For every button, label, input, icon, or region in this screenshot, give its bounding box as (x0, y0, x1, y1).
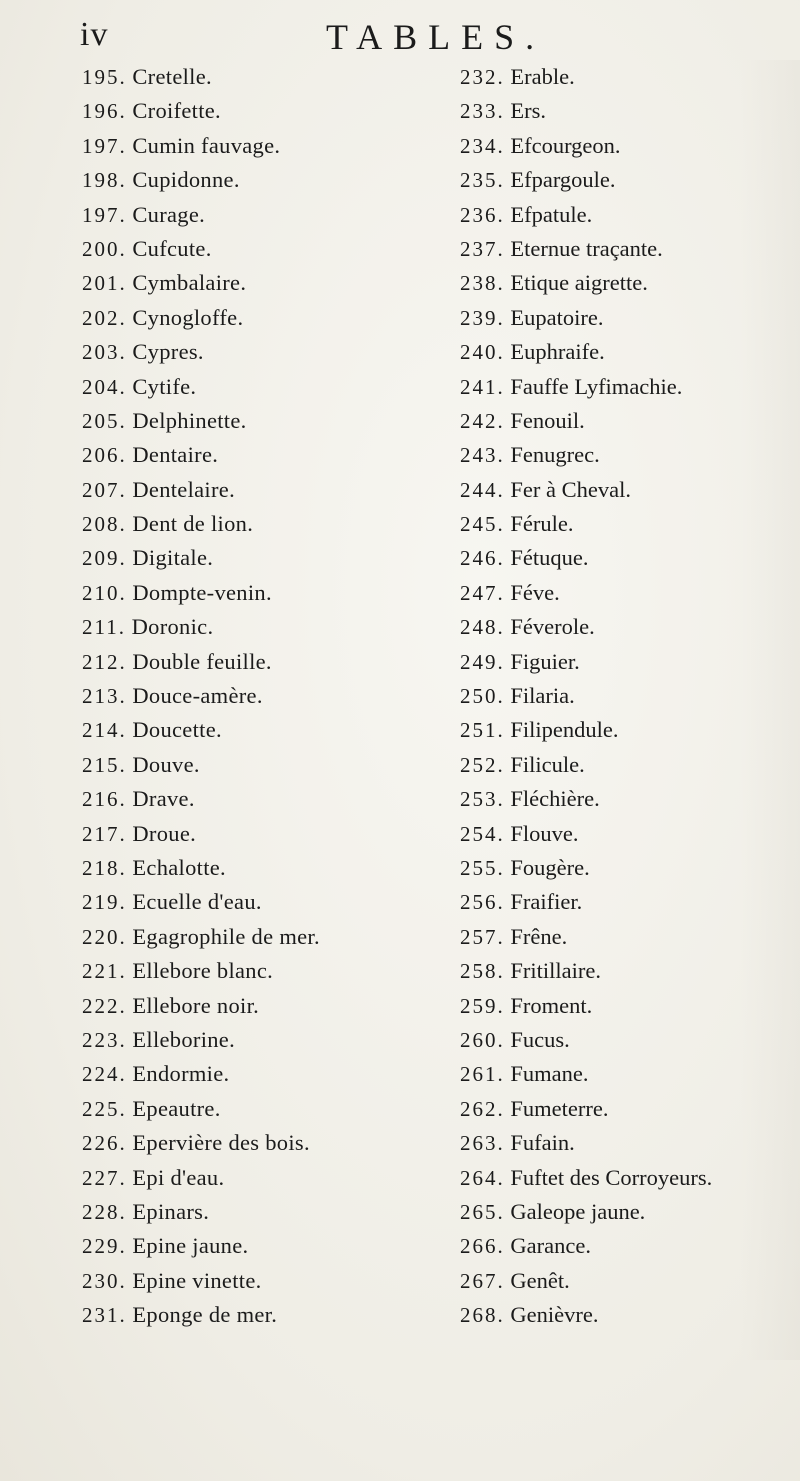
table-entry (460, 129, 800, 163)
entry-number: 255. (460, 855, 505, 880)
entry-number: 248. (460, 615, 505, 640)
table-entry (82, 60, 452, 94)
table-entry (82, 782, 452, 816)
entry-number: 202. (82, 305, 127, 330)
entry-number: 268. (460, 1303, 505, 1328)
table-entry (460, 94, 800, 128)
entry-name: Droue. (132, 820, 197, 846)
entry-number: 261. (460, 1062, 505, 1087)
entry-name: Fritillaire. (510, 958, 601, 984)
entry-name: Croifette. (132, 98, 221, 124)
entry-name: Endormie. (132, 1061, 230, 1087)
table-entry (82, 748, 452, 782)
entry-name: Echalotte. (132, 854, 226, 880)
table-entry (82, 198, 452, 232)
table-entry (460, 1023, 800, 1057)
table-entry (460, 198, 800, 232)
entry-name: Elleborine. (132, 1026, 236, 1052)
entry-number: 203. (82, 340, 127, 365)
table-entry (82, 1092, 452, 1126)
entry-name: Doucette. (132, 717, 222, 743)
entry-number: 210. (82, 580, 127, 605)
table-entry (460, 1229, 800, 1263)
table-entry (460, 1298, 800, 1332)
entry-number: 205. (82, 408, 127, 433)
page-number: iv (80, 16, 109, 53)
table-entry (460, 370, 800, 404)
entry-number: 213. (82, 684, 127, 709)
entry-number: 218. (82, 855, 127, 880)
table-entry (460, 507, 800, 541)
table-entry (82, 370, 452, 404)
entry-name: Féve. (510, 579, 560, 605)
entry-number: 262. (460, 1096, 505, 1121)
table-entry (460, 782, 800, 816)
entry-number: 201. (82, 271, 127, 296)
table-entry (82, 232, 452, 266)
entry-name: Cynogloffe. (132, 304, 244, 330)
entry-number: 223. (82, 1027, 127, 1052)
entry-number: 196. (82, 99, 127, 124)
entry-number: 220. (82, 924, 127, 949)
table-entry (82, 473, 452, 507)
table-entry (82, 1229, 452, 1263)
table-entry (82, 163, 452, 197)
entry-name: Cupidonne. (132, 167, 240, 193)
entry-name: Eternue traçante. (510, 235, 663, 261)
entry-name: Ers. (510, 98, 546, 124)
entry-name: Cymbalaire. (132, 270, 247, 296)
entry-number: 226. (82, 1131, 127, 1156)
entry-name: Genêt. (510, 1267, 570, 1293)
entry-name: Digitale. (132, 545, 214, 571)
table-entry (460, 920, 800, 954)
entry-name: Fucus. (510, 1026, 570, 1052)
entry-number: 233. (460, 99, 505, 124)
table-entry (82, 335, 452, 369)
entry-name: Fenugrec. (510, 442, 600, 468)
table-entry (82, 645, 452, 679)
entry-name: Fer à Cheval. (510, 476, 631, 502)
entry-name: Genièvre. (510, 1302, 599, 1328)
entry-number: 221. (82, 959, 127, 984)
entry-name: Dompte-venin. (132, 579, 272, 605)
table-entry (460, 954, 800, 988)
entry-number: 206. (82, 443, 127, 468)
entry-name: Eponge de mer. (132, 1302, 278, 1328)
entry-number: 239. (460, 305, 505, 330)
entry-name: Fraifier. (510, 889, 583, 915)
table-entry (82, 885, 452, 919)
entry-name: Efpargoule. (510, 167, 616, 193)
table-entry (82, 129, 452, 163)
entry-number: 246. (460, 546, 505, 571)
running-head: TABLES. (326, 17, 546, 57)
entry-name: Epinars. (132, 1198, 210, 1224)
table-entry (460, 1057, 800, 1091)
table-entry (82, 679, 452, 713)
table-entry (460, 610, 800, 644)
table-entry (460, 266, 800, 300)
table-entry (460, 851, 800, 885)
entry-number: 245. (460, 512, 505, 537)
table-entry (460, 645, 800, 679)
entry-name: Fenouil. (510, 407, 585, 433)
entry-name: Epine vinette. (132, 1267, 262, 1293)
entry-name: Etique aigrette. (510, 270, 648, 296)
entry-number: 252. (460, 752, 505, 777)
entry-name: Flouve. (510, 820, 579, 846)
entry-name: Doronic. (131, 614, 214, 640)
table-entry (82, 301, 452, 335)
entry-name: Efcourgeon. (510, 132, 621, 158)
entry-number: 217. (82, 821, 127, 846)
entry-number: 195. (82, 65, 127, 89)
entry-number: 242. (460, 408, 505, 433)
entry-number: 197. (82, 202, 127, 227)
table-entry (460, 1264, 800, 1298)
table-entry (460, 1161, 800, 1195)
entry-name: Cypres. (132, 339, 204, 365)
table-entry (460, 404, 800, 438)
entry-name: Egagrophile de mer. (132, 923, 320, 949)
entry-name: Douve. (132, 751, 200, 777)
left-column (82, 60, 452, 1332)
entry-name: Erable. (510, 64, 575, 89)
entry-name: Garance. (510, 1233, 591, 1259)
entry-name: Eupatoire. (510, 304, 604, 330)
entry-name: Féverole. (510, 614, 595, 640)
entry-number: 251. (460, 718, 505, 743)
table-entry (82, 266, 452, 300)
entry-name: Figuier. (510, 648, 580, 674)
entry-number: 265. (460, 1199, 505, 1224)
table-entry (460, 60, 800, 94)
entry-number: 214. (82, 718, 127, 743)
table-entry (82, 507, 452, 541)
table-entry (82, 1126, 452, 1160)
entry-number: 216. (82, 787, 127, 812)
entry-name: Douce-amère. (132, 683, 263, 709)
entry-number: 215. (82, 752, 127, 777)
entry-number: 250. (460, 684, 505, 709)
entry-name: Double feuille. (132, 648, 272, 674)
table-entry (82, 1195, 452, 1229)
entry-number: 240. (460, 340, 505, 365)
table-entry (460, 163, 800, 197)
entry-number: 237. (460, 236, 505, 261)
entry-number: 257. (460, 924, 505, 949)
entry-number: 241. (460, 374, 505, 399)
entry-name: Ellebore noir. (132, 992, 260, 1018)
table-entry (82, 610, 452, 644)
table-entry (82, 1264, 452, 1298)
table-entry (460, 576, 800, 610)
table-entry (460, 473, 800, 507)
entry-name: Euphraife. (510, 339, 605, 365)
table-entry (82, 1023, 452, 1057)
entry-number: 244. (460, 477, 505, 502)
table-entry (460, 748, 800, 782)
table-entry (460, 541, 800, 575)
entry-name: Filaria. (510, 683, 575, 709)
entry-number: 231. (82, 1303, 127, 1328)
entry-number: 212. (82, 649, 127, 674)
table-entry (82, 989, 452, 1023)
table-entry (460, 989, 800, 1023)
table-entry (460, 335, 800, 369)
entry-name: Filicule. (510, 751, 585, 777)
table-entry (82, 713, 452, 747)
entry-number: 264. (460, 1165, 505, 1190)
table-entry (82, 438, 452, 472)
entry-number: 208. (82, 512, 127, 537)
entry-number: 230. (82, 1268, 127, 1293)
entry-name: Galeope jaune. (510, 1198, 646, 1224)
entry-name: Dent de lion. (132, 511, 254, 537)
entry-name: Dentaire. (132, 442, 219, 468)
entry-number: 238. (460, 271, 505, 296)
table-entry (82, 576, 452, 610)
entry-number: 234. (460, 133, 505, 158)
entry-name: Fougère. (510, 854, 590, 880)
entry-number: 229. (82, 1234, 127, 1259)
table-entry (460, 301, 800, 335)
right-column (460, 60, 800, 1332)
table-entry (460, 885, 800, 919)
entry-number: 227. (82, 1165, 127, 1190)
table-entry (82, 94, 452, 128)
entry-number: 204. (82, 374, 127, 399)
table-entry (460, 679, 800, 713)
entry-name: Curage. (132, 201, 206, 227)
entry-number: 266. (460, 1234, 505, 1259)
entry-name: Delphinette. (132, 407, 247, 433)
entry-name: Fufain. (510, 1130, 575, 1156)
table-entry (82, 1298, 452, 1332)
entry-name: Dentelaire. (132, 476, 235, 502)
entry-number: 219. (82, 890, 127, 915)
entry-name: Frêne. (510, 923, 568, 949)
entry-number: 243. (460, 443, 505, 468)
entry-number: 235. (460, 168, 505, 193)
entry-number: 232. (460, 65, 505, 89)
entry-number: 254. (460, 821, 505, 846)
entry-name: Cufcute. (132, 235, 212, 261)
entry-number: 197. (82, 133, 127, 158)
entry-number: 200. (82, 236, 127, 261)
table-entry (460, 1195, 800, 1229)
entry-name: Fumane. (510, 1061, 589, 1087)
table-entry (82, 1057, 452, 1091)
entry-name: Epervière des bois. (132, 1130, 310, 1156)
entry-name: Filipendule. (510, 717, 619, 743)
entry-number: 228. (82, 1199, 127, 1224)
entry-number: 198. (82, 168, 127, 193)
entry-name: Epine jaune. (132, 1233, 249, 1259)
table-entry (82, 404, 452, 438)
entry-number: 209. (82, 546, 127, 571)
entry-number: 247. (460, 580, 505, 605)
entry-name: Fumeterre. (510, 1095, 609, 1121)
entry-name: Fétuque. (510, 545, 589, 571)
table-entry (460, 713, 800, 747)
entry-number: 253. (460, 787, 505, 812)
table-entry (82, 1161, 452, 1195)
entry-name: Ecuelle d'eau. (132, 889, 262, 915)
entry-number: 256. (460, 890, 505, 915)
table-entry (460, 438, 800, 472)
entry-name: Cytife. (132, 373, 197, 399)
entry-name: Drave. (132, 786, 195, 812)
table-entry (460, 232, 800, 266)
entry-number: 260. (460, 1027, 505, 1052)
entry-name: Efpatule. (510, 201, 593, 227)
table-entry (82, 851, 452, 885)
table-entry (82, 954, 452, 988)
entry-name: Cumin fauvage. (132, 132, 281, 158)
table-entry (460, 1092, 800, 1126)
table-entry (460, 1126, 800, 1160)
entry-number: 225. (82, 1096, 127, 1121)
entry-number: 207. (82, 477, 127, 502)
entry-name: Fuftet des Corroyeurs. (510, 1164, 713, 1190)
entry-number: 211. (82, 615, 126, 640)
entry-number: 258. (460, 959, 505, 984)
entry-name: Epi d'eau. (132, 1164, 225, 1190)
entry-name: Ellebore blanc. (132, 958, 274, 984)
entry-name: Froment. (510, 992, 593, 1018)
entry-name: Epeautre. (132, 1095, 221, 1121)
entry-number: 222. (82, 993, 127, 1018)
page-header (0, 12, 800, 62)
entry-number: 259. (460, 993, 505, 1018)
entry-number: 249. (460, 649, 505, 674)
entry-name: Férule. (510, 511, 574, 537)
table-entry (460, 817, 800, 851)
entry-name: Fléchière. (510, 786, 600, 812)
entry-number: 236. (460, 202, 505, 227)
entry-number: 267. (460, 1268, 505, 1293)
table-entry (82, 920, 452, 954)
table-entry (82, 541, 452, 575)
entry-name: Fauffe Lyfimachie. (510, 373, 683, 399)
entry-number: 224. (82, 1062, 127, 1087)
entry-number: 263. (460, 1131, 505, 1156)
entry-name: Cretelle. (132, 64, 212, 89)
table-entry (82, 817, 452, 851)
